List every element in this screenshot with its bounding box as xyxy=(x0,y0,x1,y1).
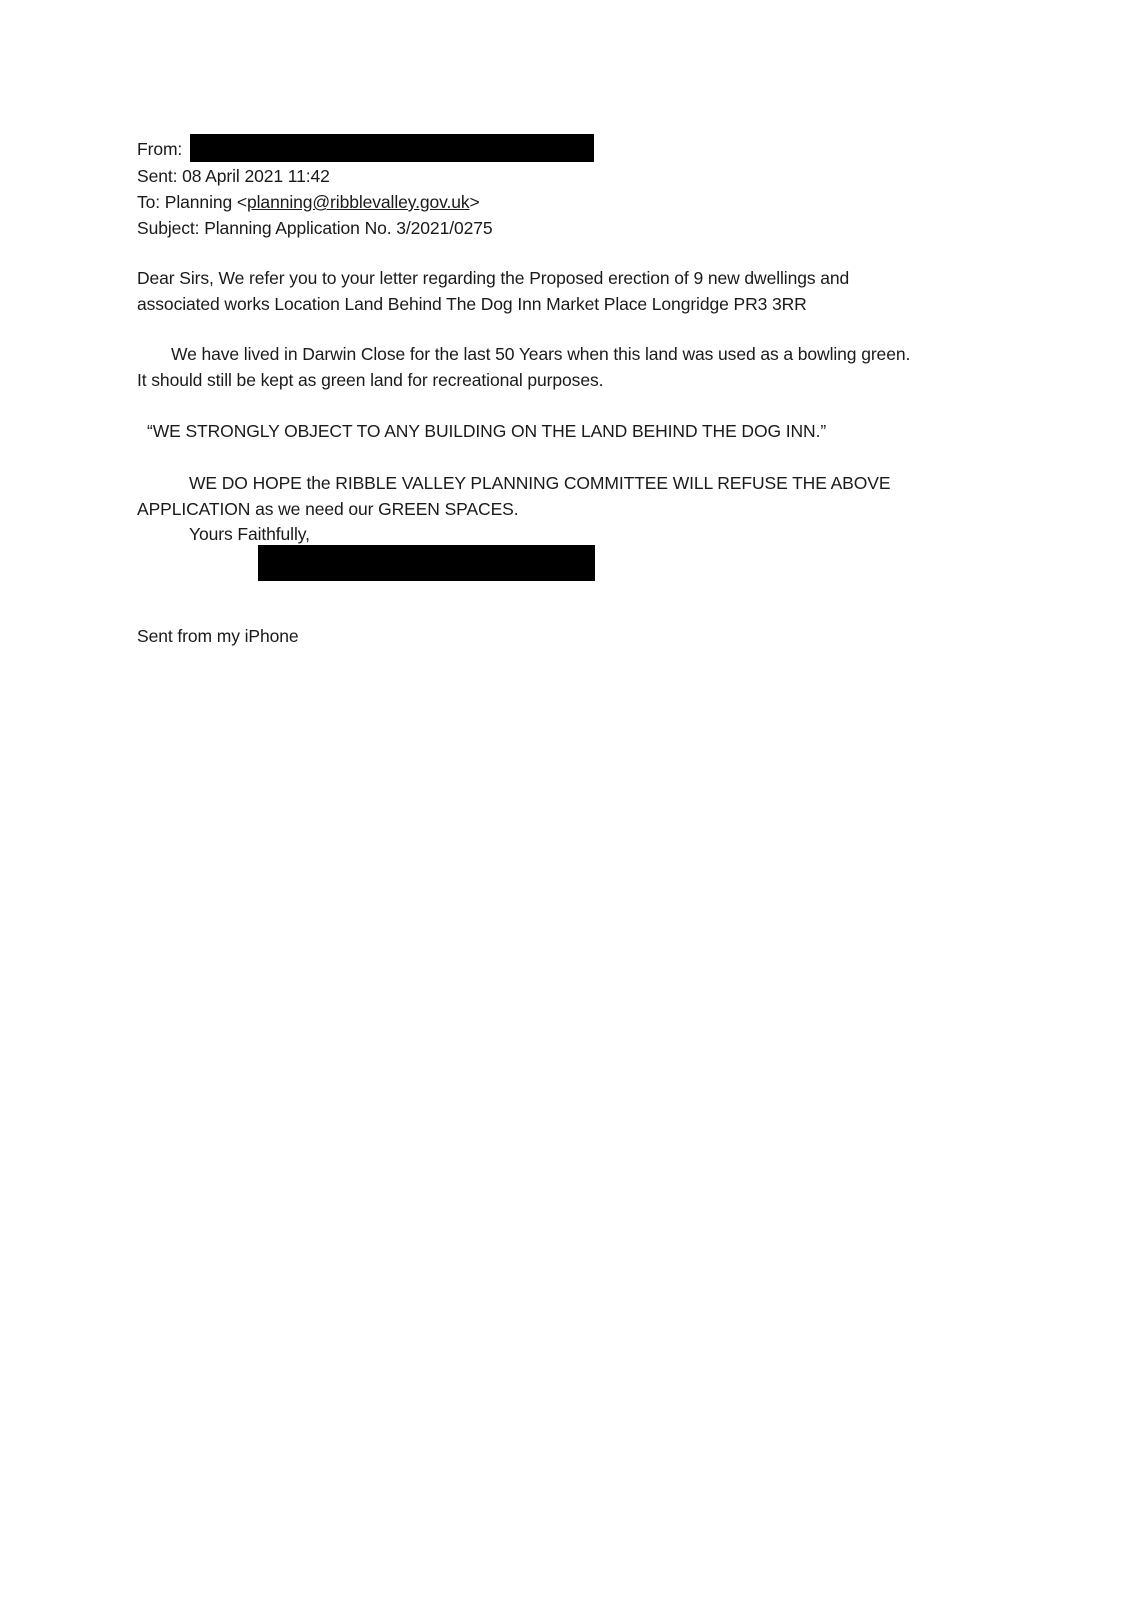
to-suffix: > xyxy=(469,192,480,212)
paragraph-1-line-2: associated works Location Land Behind The Dog Inn Market Place Longridge PR3 3RR xyxy=(137,294,807,314)
objection-statement: “WE STRONGLY OBJECT TO ANY BUILDING ON THE LAND BEHIND THE DOG INN.” xyxy=(147,421,827,441)
paragraph-2-line-1: We have lived in Darwin Close for the last 50 Years when this land was used as a bowling green. xyxy=(171,344,911,364)
sent-line: Sent: 08 April 2021 11:42 xyxy=(137,166,330,186)
redacted-signature xyxy=(258,545,595,581)
from-label: From: xyxy=(137,139,183,159)
paragraph-2-line-2: It should still be kept as green land for recreational purposes. xyxy=(137,370,604,390)
sent-from-iphone: Sent from my iPhone xyxy=(137,626,299,646)
to-prefix: To: Planning < xyxy=(137,192,248,212)
paragraph-4-line-1: WE DO HOPE the RIBBLE VALLEY PLANNING COMMITTEE WILL REFUSE THE ABOVE xyxy=(189,473,891,493)
redacted-sender xyxy=(190,134,594,162)
closing-line: Yours Faithfully, xyxy=(189,524,310,544)
planning-email-link[interactable]: planning@ribblevalley.gov.uk xyxy=(247,192,470,212)
subject-line: Subject: Planning Application No. 3/2021/0275 xyxy=(137,218,493,238)
paragraph-4-line-2: APPLICATION as we need our GREEN SPACES. xyxy=(137,499,519,519)
paragraph-1-line-1: Dear Sirs, We refer you to your letter regarding the Proposed erection of 9 new dwellings and xyxy=(137,268,850,288)
to-line xyxy=(137,191,480,213)
